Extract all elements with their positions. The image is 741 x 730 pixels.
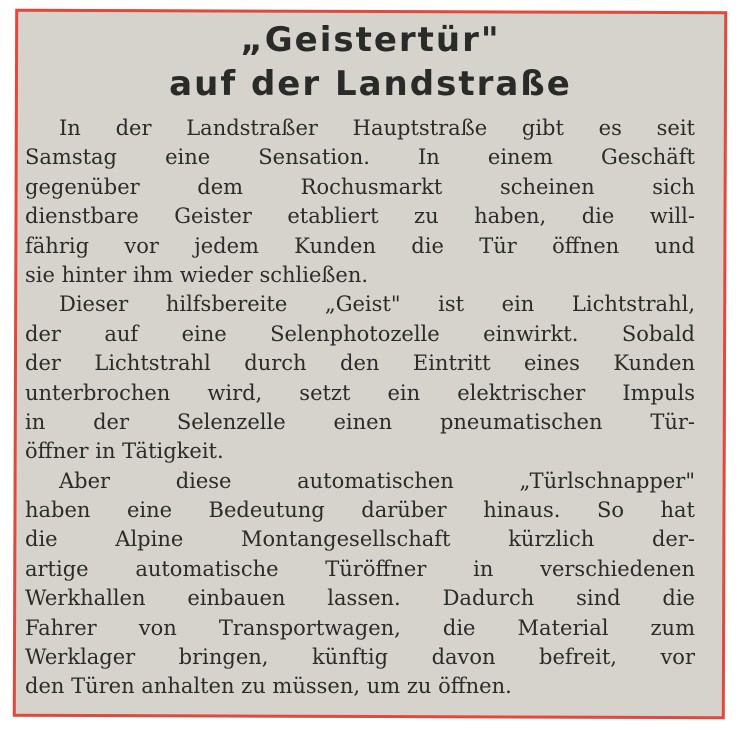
article-line: Dieser hilfsbereite „Geist" ist ein Lichtstrahl, bbox=[59, 292, 695, 317]
headline-line-2: auf der Landstraße bbox=[169, 64, 572, 104]
article-line: Werkhallen einbauen lassen. Dadurch sind die bbox=[25, 586, 695, 611]
article-line: gegenüber dem Rochusmarkt scheinen sich bbox=[25, 174, 695, 199]
article-line: der Lichtstrahl durch den Eintritt eines Kunden bbox=[25, 351, 695, 376]
article-line: Samstag eine Sensation. In einem Geschäft bbox=[25, 145, 695, 170]
article-line: in der Selenzelle einen pneumatischen Tür- bbox=[25, 409, 695, 434]
article-line: Werklager bringen, künftig davon befreit, vor bbox=[25, 645, 695, 670]
article-line: haben eine Bedeutung darüber hinaus. So hat bbox=[25, 498, 695, 523]
article-line: den Türen anhalten zu müssen, um zu öffnen. bbox=[25, 674, 512, 699]
article-line: Fahrer von Transportwagen, die Material zum bbox=[25, 615, 695, 640]
article-line: fährig vor jedem Kunden die Tür öffnen und bbox=[25, 233, 695, 258]
article-line: dienstbare Geister etabliert zu haben, die will- bbox=[25, 204, 695, 229]
article-line: Aber diese automatischen „Türlschnapper" bbox=[59, 468, 695, 493]
article-line: sie hinter ihm wieder schließen. bbox=[25, 262, 369, 287]
article-line: die Alpine Montangesellschaft kürzlich der- bbox=[25, 527, 695, 552]
article-line: In der Landstraßer Hauptstraße gibt es seit bbox=[59, 116, 695, 140]
headline-line-1: „Geistertür" bbox=[240, 20, 501, 60]
article-body bbox=[25, 114, 695, 702]
article-line: artige automatische Türöffner in verschiedenen bbox=[25, 556, 695, 581]
article-line: unterbrochen wird, setzt ein elektrischer Impuls bbox=[25, 380, 695, 405]
article-line: öffner in Tätigkeit. bbox=[25, 439, 224, 464]
article-line: der auf eine Selenphotozelle einwirkt. Sobald bbox=[25, 321, 695, 346]
